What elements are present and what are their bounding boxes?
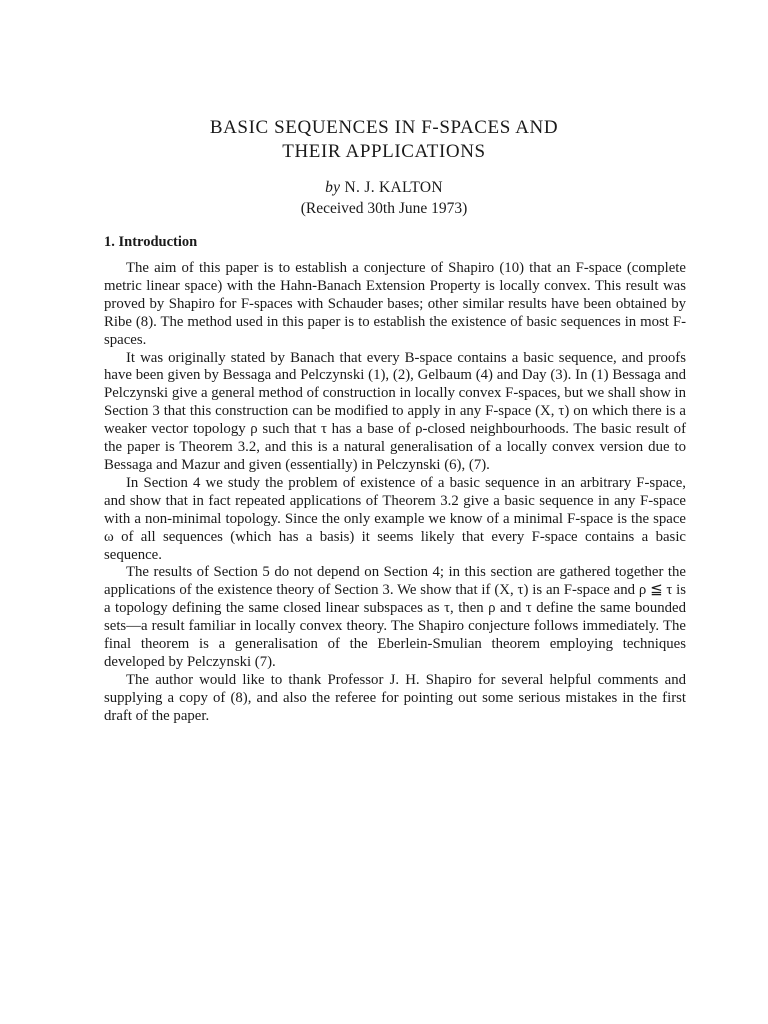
by-word: by xyxy=(325,179,341,196)
section-heading: 1. Introduction xyxy=(104,234,198,250)
paragraph-4: The results of Section 5 do not depend on Section 4; in this section are gathered together the applications of the existence theory of Section 3. We show that if (X, τ) is an F-space and ρ ≦ τ is a topology defining the same closed linear subspaces as τ, then ρ and τ define the same bounded sets—a result familiar in locally convex theory. The Shapiro conjecture follows immediately. The final theorem is a generalisation of the Eberlein-Smulian theorem employing techniques developed by Pelczynski (7). xyxy=(104,564,686,670)
body-text xyxy=(104,260,686,726)
paragraph-2: It was originally stated by Banach that every B-space contains a basic sequence, and proofs have been given by Bessaga and Pelczynski (1), (2), Gelbaum (4) and Day (3). In (1) Bessaga and Pelczynski give a general method of construction in locally convex F-spaces, but we shall show in Section 3 that this construction can be modified to apply in any F-space (X, τ) on which there is a weaker vector topology ρ such that τ has a base of ρ-closed neighbourhoods. The basic result of the paper is Theorem 3.2, and this is a natural generalisation of a locally convex version due to Bessaga and Mazur and given (essentially) in Pelczynski (6), (7). xyxy=(104,349,686,473)
author-byline xyxy=(0,178,768,198)
paper-title-line-2: THEIR APPLICATIONS xyxy=(282,141,486,162)
author-name: N. J. KALTON xyxy=(344,179,443,196)
paragraph-1: The aim of this paper is to establish a conjecture of Shapiro (10) that an F-space (complete metric linear space) with the Hahn-Banach Extension Property is locally convex. This result was proved by Shapiro for F-spaces with Schauder bases; other similar results have been obtained by Ribe (8). The method used in this paper is to establish the existence of basic sequences in most F-spaces. xyxy=(104,260,686,348)
paper-title-line-1: BASIC SEQUENCES IN F-SPACES AND xyxy=(209,117,559,138)
paragraph-5: The author would like to thank Professor J. H. Shapiro for several helpful comments and supplying a copy of (8), and also the referee for pointing out some serious mistakes in the first draft of the paper. xyxy=(104,671,686,724)
paragraph-3: In Section 4 we study the problem of existence of a basic sequence in an arbitrary F-space, and show that in fact repeated applications of Theorem 3.2 give a basic sequence in any F-space with a non-minimal topology. Since the only example we know of a minimal F-space is the space ω of all sequences (which has a basis) it seems likely that every F-space contains a basic sequence. xyxy=(104,474,686,563)
received-date: (Received 30th June 1973) xyxy=(300,200,468,217)
